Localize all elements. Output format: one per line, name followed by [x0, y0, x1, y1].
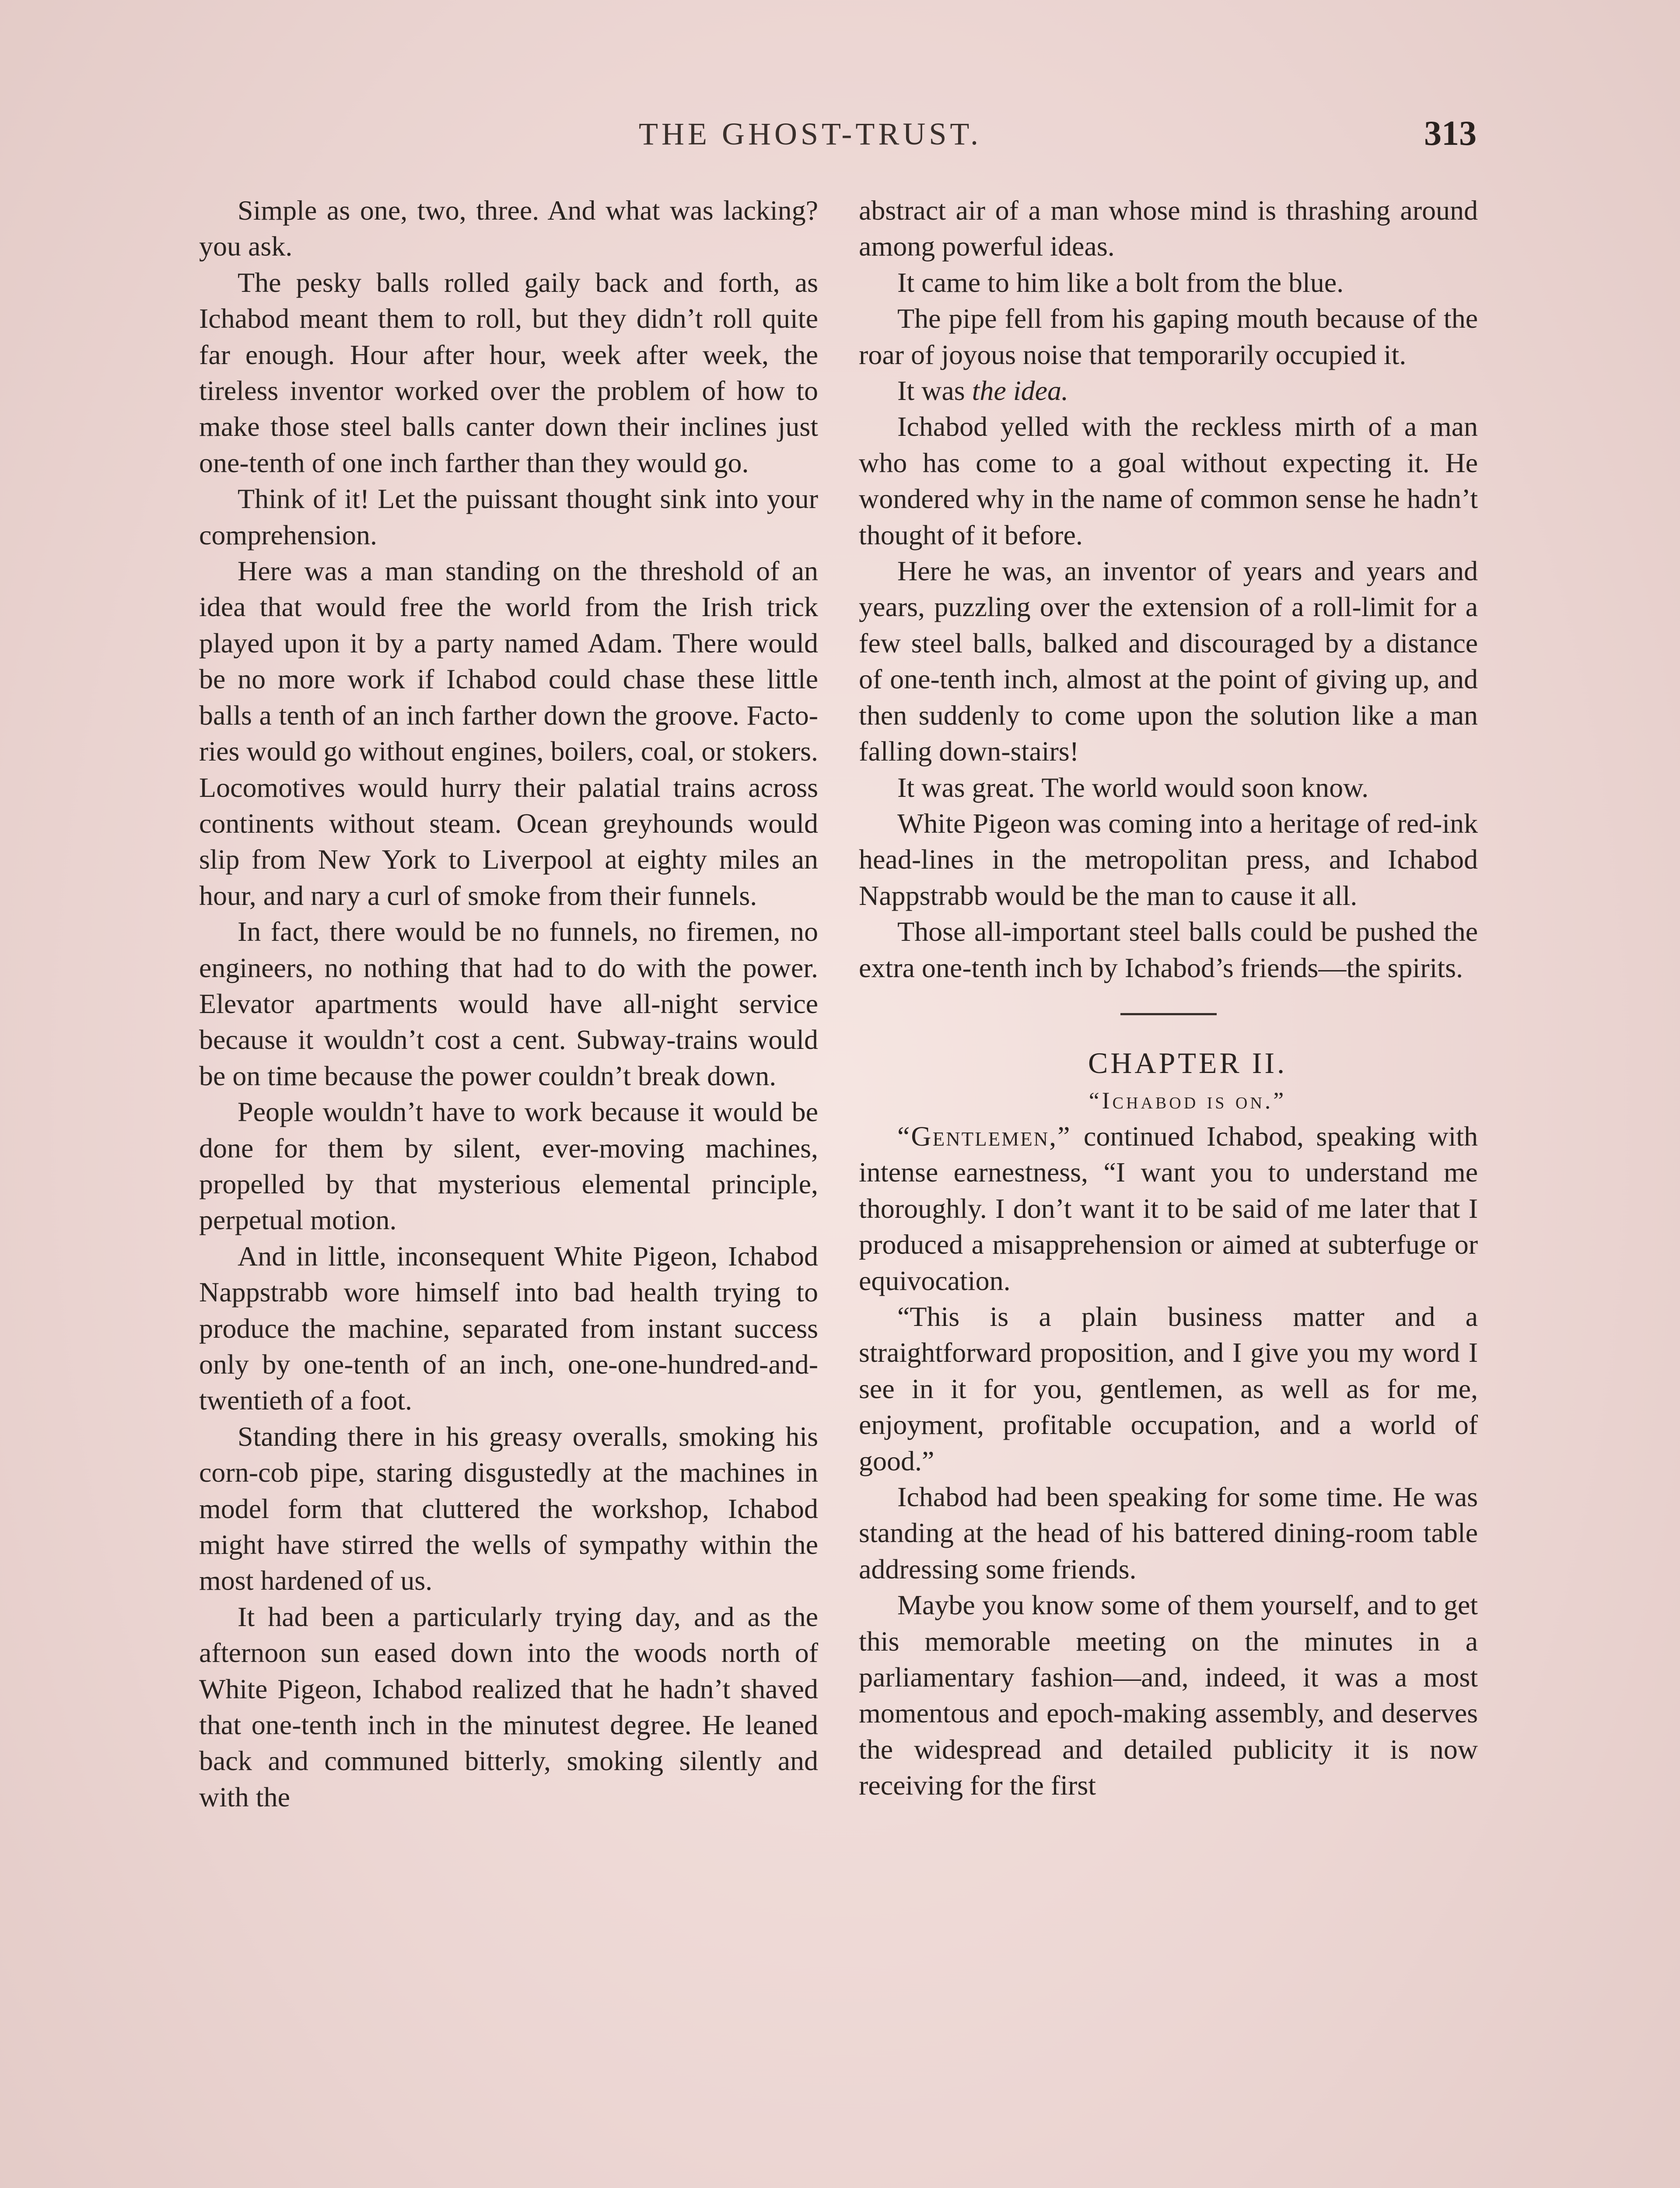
right-text-column — [859, 193, 1478, 1804]
paragraph: It came to him like a bolt from the blue. — [897, 266, 1344, 298]
page-number: 313 — [1424, 114, 1477, 153]
chapter-first-rest: continued Ichabod, speaking with intense earnestness, “I want you to understand me thoroughly. I don’t want it to be said of me later that I produced a misapprehension or aimed at subterfuge or equivocation. — [859, 1120, 1478, 1296]
paragraph: And in little, inconsequent White Pigeon, Ichabod Nappstrabb wore himself into bad health trying to produce the machine, separated from instant success only by one-tenth of an inch, one-one-hundred-and-twentieth of a foot. — [199, 1240, 818, 1416]
paragraph: Maybe you know some of them yourself, and to get this memorable meeting on the minutes in a parliamentary fashion—and, indeed, it was a most momentous and epoch-making assembly, and deserves the widespread and detailed publicity it is now receiving for the first — [859, 1589, 1478, 1801]
paragraph: It had been a particularly trying day, and as the afternoon sun eased down into the woods north of White Pigeon, Ichabod realized that he hadn’t shaved that one-tenth inch in the minutest degree. He leaned back and communed bitterly, smoking silently and with the — [199, 1601, 818, 1813]
running-title: THE GHOST-TRUST. — [639, 116, 982, 151]
paragraph-the-idea — [859, 373, 1478, 409]
idea-prefix: It was — [897, 375, 965, 407]
paragraph: It was great. The world would soon know. — [897, 771, 1369, 803]
paragraph: Ichabod yelled with the reckless mirth of a man who has come to a goal without expecting it. He wondered why in the name of common sense he hadn’t thought of it before. — [859, 411, 1478, 551]
paragraph: Here was a man standing on the threshold of an idea that would free the world from the Irish trick played upon it by a party named Adam. There would be no more work if Ichabod could chase these little balls a tenth of an inch farther down the groove. Factories would go without engines, boilers, coal, or stokers. Locomotives would hurry their palatial trains across continents without steam. Ocean greyhounds would slip from New York to Liverpool at eighty miles an hour, and nary a curl of smoke from their funnels. — [199, 555, 818, 911]
chapter-subtitle: “Ichabod is on.” — [1088, 1087, 1287, 1114]
chapter-title: CHAPTER II. — [1088, 1046, 1288, 1080]
paragraph: Those all-important steel balls could be pushed the extra one-tenth inch by Ichabod’s friends—the spirits. — [859, 916, 1478, 983]
paragraph: “This is a plain business matter and a straightforward proposition, and I give you my word I see in it for you, gentlemen, as well as for me, enjoyment, profitable occupation, and a world of good.” — [859, 1301, 1478, 1476]
left-text-column — [199, 193, 818, 1815]
paragraph-continuation: abstract air of a man whose mind is thrashing around among powerful ideas. — [859, 195, 1478, 262]
paragraph: The pipe fell from his gaping mouth because of the roar of joyous noise that temporarily occupied it. — [859, 303, 1478, 370]
paragraph: Here he was, an inventor of years and years and years, puzzling over the extension of a roll-limit for a few steel balls, balked and discouraged by a distance of one-tenth inch, almost at the point of giving up, and then suddenly to come upon the solution like a man falling down-stairs! — [859, 555, 1478, 767]
paragraph: The pesky balls rolled gaily back and forth, as Ichabod meant them to roll, but they didn’t roll quite far enough. Hour after hour, week after week, the tireless inventor worked over the problem of how to make those steel balls canter down their inclines just one-tenth of one inch farther than they would go. — [199, 266, 818, 478]
chapter-opening-paragraph — [859, 1119, 1478, 1299]
paragraph: In fact, there would be no funnels, no firemen, no engineers, no nothing that had to do with the power. Elevator apartments would have all-night service because it wouldn’t cost a cent. Subway-trains would be on time because the power couldn’t break down. — [199, 916, 818, 1091]
idea-emphasis: the idea. — [972, 375, 1068, 407]
paragraph: White Pigeon was coming into a heritage of red-ink head-lines in the metropolitan press, and Ichabod Nappstrabb would be the man to cause it all. — [859, 807, 1478, 911]
paragraph: Standing there in his greasy overalls, smoking his corn-cob pipe, staring disgustedly at the machines in model form that cluttered the workshop, Ichabod might have stirred the wells of sympathy within the most hardened of us. — [199, 1420, 818, 1596]
paragraph: Simple as one, two, three. And what was lacking? you ask. — [199, 195, 818, 262]
paragraph: Ichabod had been speaking for some time. He was standing at the head of his battered dining-room table addressing some friends. — [859, 1481, 1478, 1585]
section-divider — [1120, 1013, 1217, 1015]
chapter-first-word: “Gentlemen,” — [897, 1120, 1071, 1152]
paragraph: People wouldn’t have to work because it would be done for them by silent, ever-moving machines, propelled by that mysterious elemental principle, perpetual motion. — [199, 1096, 818, 1236]
paragraph: Think of it! Let the puissant thought sink into your comprehension. — [199, 483, 818, 551]
